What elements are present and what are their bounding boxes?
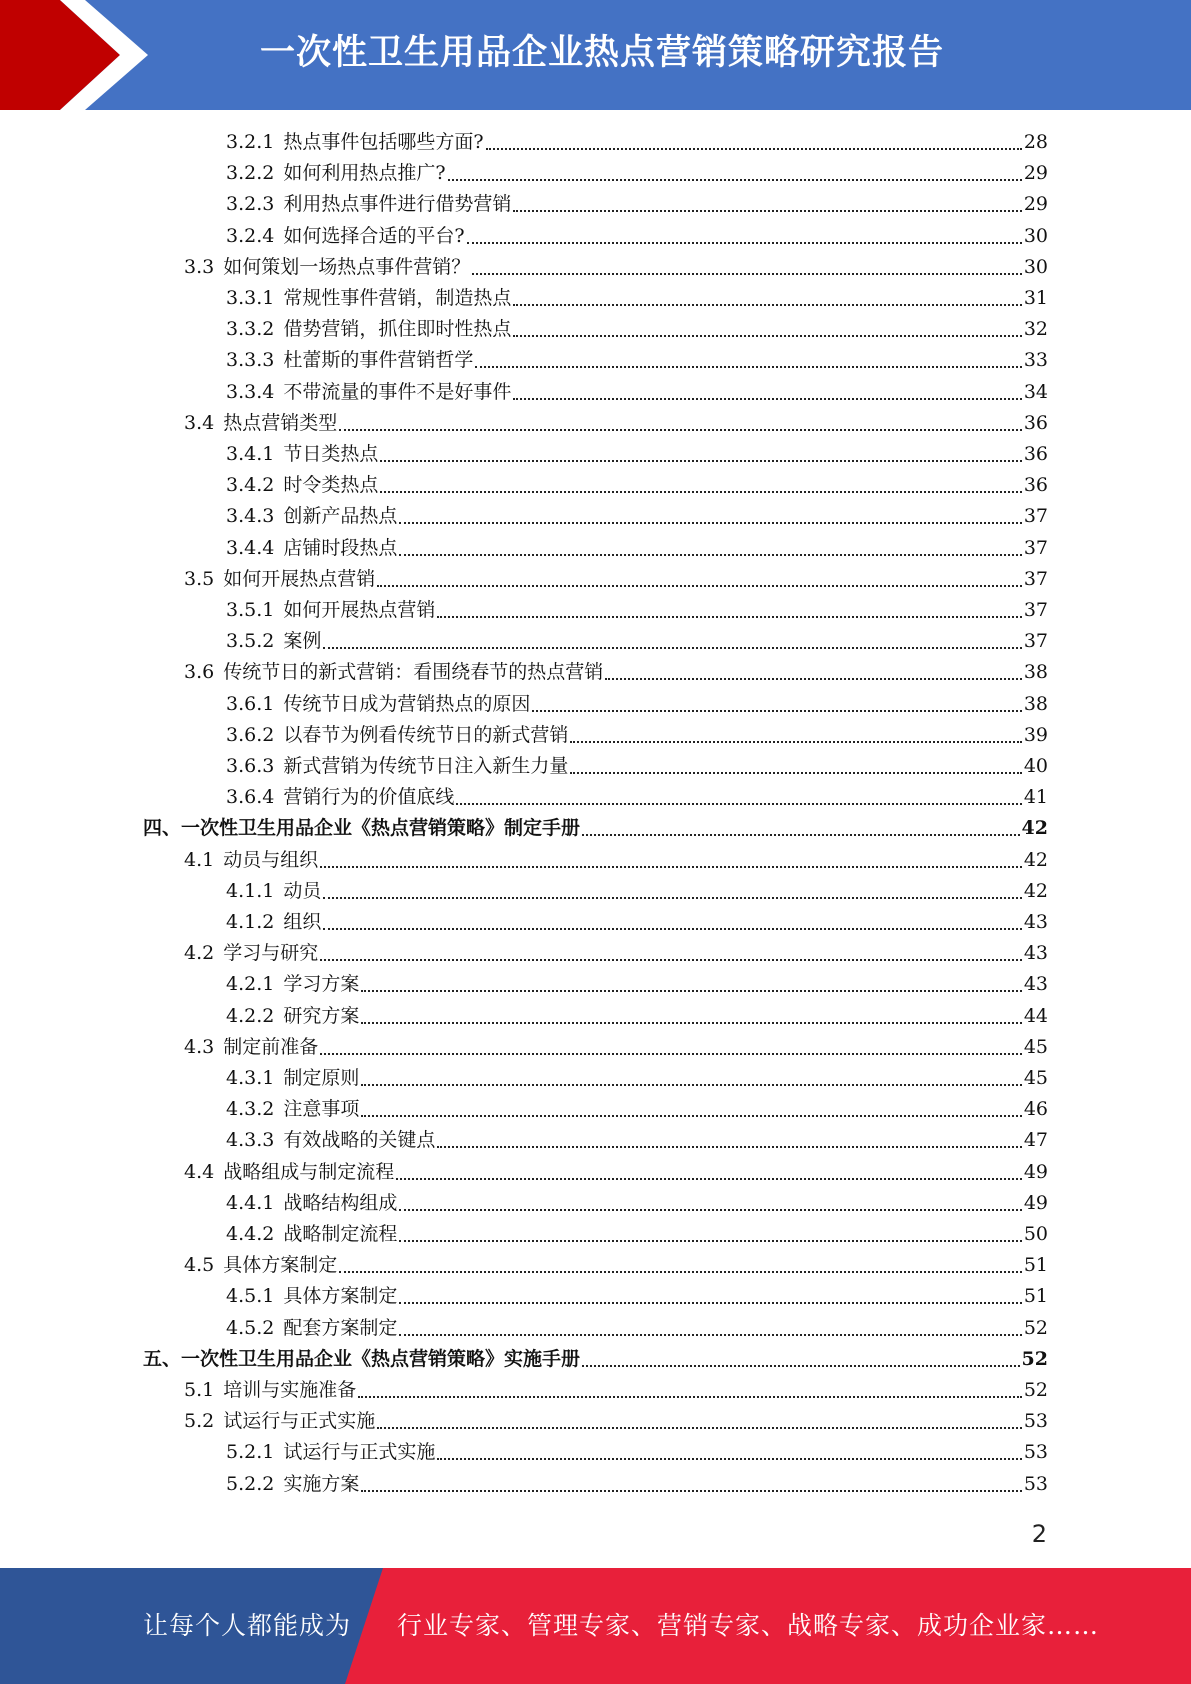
toc-entry-number: 4.3.1 — [226, 1067, 275, 1089]
toc-entry-page: 37 — [1023, 536, 1048, 559]
toc-dot-leader — [582, 834, 1020, 836]
toc-entry-title: 如何策划一场热点事件营销？ — [223, 255, 471, 278]
toc-entry-page: 45 — [1023, 1035, 1048, 1058]
toc-entry-title: 利用热点事件进行借势营销 — [283, 193, 512, 216]
toc-entry[interactable] — [143, 813, 1048, 844]
toc-entry-title: 节日类热点 — [283, 443, 379, 465]
toc-entry[interactable] — [226, 1219, 1048, 1250]
footer-slogan-left: 让每个人都能成为 — [143, 1611, 352, 1640]
toc-dot-leader — [570, 772, 1021, 774]
toc-entry[interactable] — [226, 127, 1048, 158]
toc-entry-number: 4.4.2 — [226, 1223, 275, 1245]
toc-entry-page: 31 — [1023, 287, 1048, 309]
toc-dot-leader — [399, 1302, 1021, 1304]
toc-entry-number: 3.2.1 — [226, 131, 275, 153]
toc-dot-leader — [532, 710, 1021, 712]
toc-entry-title: 动员 — [283, 879, 322, 902]
toc-entry-page: 36 — [1023, 474, 1048, 497]
toc-entry[interactable] — [184, 1250, 1048, 1281]
toc-entry[interactable] — [226, 1469, 1048, 1500]
toc-dot-leader — [513, 335, 1021, 337]
toc-entry[interactable] — [226, 1437, 1048, 1468]
toc-entry-page: 45 — [1023, 1067, 1048, 1089]
toc-entry-title: 杜蕾斯的事件营销哲学 — [283, 349, 474, 372]
toc-entry[interactable] — [184, 657, 1048, 688]
toc-entry[interactable] — [226, 626, 1048, 657]
toc-entry-number: 4.3 — [184, 1035, 215, 1058]
toc-dot-leader — [448, 179, 1022, 181]
toc-dot-leader — [437, 616, 1021, 618]
toc-entry-number: 4.1.2 — [226, 911, 275, 933]
toc-entry[interactable] — [143, 1344, 1048, 1375]
toc-entry-title: 研究方案 — [283, 1004, 360, 1027]
toc-entry-number: 3.5 — [184, 567, 215, 590]
toc-entry-number: 4.3.2 — [226, 1098, 275, 1121]
toc-entry-page: 43 — [1023, 942, 1048, 965]
toc-dot-leader — [582, 1365, 1020, 1367]
toc-entry-number: 3.3.3 — [226, 349, 275, 372]
toc-entry-title: 如何选择合适的平台? — [283, 224, 465, 247]
toc-entry-page: 43 — [1023, 973, 1048, 996]
toc-entry[interactable] — [184, 1157, 1048, 1188]
toc-entry-title: 注意事项 — [283, 1098, 360, 1121]
toc-entry-number: 4.5.1 — [226, 1285, 275, 1308]
toc-dot-leader — [513, 210, 1021, 212]
toc-entry-page: 51 — [1023, 1254, 1048, 1277]
toc-entry-page: 49 — [1023, 1160, 1048, 1183]
toc-entry[interactable] — [184, 938, 1048, 969]
toc-dot-leader — [399, 1240, 1021, 1242]
toc-dot-leader — [456, 803, 1021, 805]
toc-entry-title: 以春节为例看传统节日的新式营销 — [283, 723, 569, 746]
toc-dot-leader — [399, 1209, 1021, 1211]
toc-dot-leader — [361, 1115, 1021, 1117]
toc-entry-title: 试运行与正式实施 — [223, 1410, 376, 1433]
toc-dot-leader — [513, 398, 1021, 400]
toc-entry-page: 53 — [1023, 1472, 1048, 1495]
toc-entry-title: 动员与组织 — [223, 848, 319, 871]
toc-entry[interactable] — [226, 189, 1048, 220]
toc-dot-leader — [320, 959, 1022, 961]
toc-entry[interactable] — [226, 377, 1048, 408]
toc-entry-number: 3.4 — [184, 411, 215, 434]
toc-entry-page: 30 — [1023, 224, 1048, 247]
toc-entry[interactable] — [226, 283, 1048, 314]
toc-entry-page: 29 — [1023, 162, 1048, 185]
toc-entry[interactable] — [226, 1094, 1048, 1125]
toc-entry[interactable] — [184, 845, 1048, 876]
toc-dot-leader — [399, 554, 1021, 556]
toc-entry-page: 42 — [1021, 817, 1048, 840]
toc-dot-leader — [377, 1427, 1022, 1429]
toc-entry-title: 时令类热点 — [283, 474, 379, 497]
toc-entry-title: 新式营销为传统节日注入新生力量 — [283, 755, 569, 777]
toc-dot-leader — [513, 304, 1021, 306]
toc-entry-page: 49 — [1023, 1191, 1048, 1214]
toc-entry-title: 学习与研究 — [223, 942, 319, 965]
toc-dot-leader — [339, 1271, 1022, 1273]
toc-entry-title: 试运行与正式实施 — [283, 1441, 436, 1464]
toc-entry-number: 5.1 — [184, 1379, 215, 1401]
toc-dot-leader — [320, 1053, 1022, 1055]
toc-entry-title: 配套方案制定 — [283, 1316, 398, 1339]
toc-entry-title: 营销行为的价值底线 — [283, 786, 455, 809]
toc-dot-leader — [320, 866, 1022, 868]
toc-entry[interactable] — [226, 470, 1048, 501]
toc-entry-title: 创新产品热点 — [283, 505, 398, 528]
toc-entry-number: 3.4.2 — [226, 474, 275, 497]
toc-entry-title: 一次性卫生用品企业《热点营销策略》制定手册 — [181, 817, 581, 840]
toc-entry-title: 店铺时段热点 — [283, 536, 398, 559]
toc-entry-page: 37 — [1023, 630, 1048, 653]
toc-entry-number: 3.5.1 — [226, 599, 275, 621]
toc-entry[interactable] — [184, 252, 1048, 283]
toc-entry-page: 38 — [1023, 661, 1048, 684]
toc-entry-title: 如何利用热点推广? — [283, 162, 446, 185]
toc-entry-number: 3.3.1 — [226, 287, 275, 309]
toc-entry-number: 3.3 — [184, 255, 215, 278]
page-number: 2 — [1031, 1520, 1047, 1548]
toc-entry-number: 4.1 — [184, 848, 215, 871]
toc-entry-title: 战略制定流程 — [283, 1223, 398, 1245]
toc-entry[interactable] — [226, 969, 1048, 1000]
toc-entry-title: 具体方案制定 — [223, 1254, 338, 1277]
toc-entry-number: 3.6.1 — [226, 692, 275, 715]
toc-entry-title: 组织 — [283, 911, 322, 933]
toc-entry-title: 战略结构组成 — [283, 1191, 398, 1214]
toc-entry[interactable] — [226, 1281, 1048, 1312]
toc-entry[interactable] — [226, 751, 1048, 782]
toc-entry-page: 41 — [1023, 786, 1048, 809]
toc-dot-leader — [361, 1084, 1021, 1086]
toc-entry-number: 4.2 — [184, 942, 215, 965]
toc-entry-title: 如何开展热点营销 — [283, 599, 436, 621]
toc-entry-page: 51 — [1023, 1285, 1048, 1308]
page-header — [0, 0, 1191, 110]
toc-entry[interactable] — [184, 1032, 1048, 1063]
toc-dot-leader — [486, 148, 1022, 150]
toc-entry-title: 如何开展热点营销 — [223, 567, 376, 590]
toc-entry-number: 3.6 — [184, 661, 215, 684]
toc-dot-leader — [467, 242, 1022, 244]
toc-entry-page: 43 — [1023, 911, 1048, 933]
toc-entry-number: 3.6.3 — [226, 755, 275, 777]
toc-entry-page: 52 — [1021, 1347, 1048, 1370]
toc-entry-number: 四、 — [143, 817, 182, 840]
toc-entry-title: 制定原则 — [283, 1067, 360, 1089]
toc-entry[interactable] — [226, 689, 1048, 720]
toc-entry-title: 制定前准备 — [223, 1035, 319, 1058]
footer-slogan-right: 行业专家、管理专家、营销专家、战略专家、成功企业家…… — [397, 1611, 1100, 1640]
toc-dot-leader — [377, 585, 1022, 587]
toc-entry-number: 5.2.2 — [226, 1472, 275, 1495]
toc-entry-page: 30 — [1023, 255, 1048, 278]
toc-entry-page: 53 — [1023, 1410, 1048, 1433]
toc-entry-number: 3.4.4 — [226, 536, 275, 559]
toc-entry-title: 热点营销类型 — [223, 411, 338, 434]
toc-entry[interactable] — [226, 876, 1048, 907]
toc-entry-page: 52 — [1023, 1379, 1048, 1401]
toc-dot-leader — [437, 1458, 1021, 1460]
toc-dot-leader — [380, 460, 1021, 462]
toc-entry-title: 有效战略的关键点 — [283, 1129, 436, 1152]
toc-entry-number: 5.2.1 — [226, 1441, 275, 1464]
toc-entry-page: 28 — [1023, 131, 1048, 153]
toc-entry-page: 52 — [1023, 1316, 1048, 1339]
toc-entry-page: 36 — [1023, 411, 1048, 434]
toc-entry-number: 4.5.2 — [226, 1316, 275, 1339]
toc-entry-number: 3.5.2 — [226, 630, 275, 653]
toc-entry[interactable] — [226, 1125, 1048, 1156]
toc-entry-number: 3.3.2 — [226, 318, 275, 341]
toc-dot-leader — [361, 1490, 1021, 1492]
toc-entry[interactable] — [226, 1001, 1048, 1032]
toc-dot-leader — [339, 429, 1022, 431]
toc-dot-leader — [475, 366, 1021, 368]
toc-dot-leader — [361, 1022, 1021, 1024]
toc-entry-title: 不带流量的事件不是好事件 — [283, 380, 512, 403]
toc-entry-number: 3.2.4 — [226, 224, 275, 247]
toc-entry-page: 42 — [1023, 848, 1048, 871]
toc-entry[interactable] — [226, 720, 1048, 751]
toc-entry-number: 4.3.3 — [226, 1129, 275, 1152]
toc-entry[interactable] — [184, 1406, 1048, 1437]
toc-entry-page: 37 — [1023, 567, 1048, 590]
toc-dot-leader — [323, 647, 1021, 649]
toc-entry-number: 4.2.1 — [226, 973, 275, 996]
toc-dot-leader — [323, 928, 1021, 930]
toc-entry-number: 4.1.1 — [226, 879, 275, 902]
toc-entry-page: 44 — [1023, 1004, 1048, 1027]
report-title: 一次性卫生用品企业热点营销策略研究报告 — [260, 33, 945, 73]
toc-dot-leader — [570, 741, 1021, 743]
page-footer — [0, 1568, 1191, 1684]
toc-entry-page: 53 — [1023, 1441, 1048, 1464]
toc-entry-title: 培训与实施准备 — [223, 1379, 357, 1401]
toc-entry-page: 40 — [1023, 755, 1048, 777]
toc-entry-page: 32 — [1023, 318, 1048, 341]
toc-entry-number: 3.4.3 — [226, 505, 275, 528]
toc-entry[interactable] — [226, 595, 1048, 626]
toc-entry-number: 4.5 — [184, 1254, 215, 1277]
toc-entry[interactable] — [226, 221, 1048, 252]
toc-entry[interactable] — [184, 564, 1048, 595]
toc-entry-number: 4.4.1 — [226, 1191, 275, 1214]
toc-entry[interactable] — [184, 408, 1048, 439]
toc-entry[interactable] — [226, 314, 1048, 345]
toc-dot-leader — [396, 1178, 1022, 1180]
toc-entry-page: 29 — [1023, 193, 1048, 216]
toc-entry-number: 5.2 — [184, 1410, 215, 1433]
toc-dot-leader — [323, 897, 1021, 899]
toc-dot-leader — [358, 1396, 1022, 1398]
toc-entry[interactable] — [226, 907, 1048, 938]
toc-entry[interactable] — [226, 782, 1048, 813]
toc-dot-leader — [472, 273, 1022, 275]
toc-dot-leader — [437, 1146, 1021, 1148]
toc-entry-title: 传统节日的新式营销：看围绕春节的热点营销 — [223, 661, 604, 684]
toc-dot-leader — [399, 1334, 1021, 1336]
toc-entry-number: 3.6.2 — [226, 723, 275, 746]
toc-entry-title: 传统节日成为营销热点的原因 — [283, 692, 531, 715]
toc-dot-leader — [605, 678, 1022, 680]
toc-entry-title: 战略组成与制定流程 — [223, 1160, 395, 1183]
toc-entry-number: 3.2.2 — [226, 162, 275, 185]
toc-entry[interactable] — [226, 533, 1048, 564]
toc-entry-page: 39 — [1023, 723, 1048, 746]
toc-entry-page: 46 — [1023, 1098, 1048, 1121]
toc-entry-number: 五、 — [143, 1347, 182, 1370]
toc-entry-page: 37 — [1023, 505, 1048, 528]
toc-entry-number: 3.4.1 — [226, 443, 275, 465]
toc-entry-page: 47 — [1023, 1129, 1048, 1152]
toc-entry-number: 4.4 — [184, 1160, 215, 1183]
toc-entry[interactable] — [226, 501, 1048, 532]
toc-entry-page: 34 — [1023, 380, 1048, 403]
toc-entry-title: 常规性事件营销，制造热点 — [283, 287, 512, 309]
toc-entry-page: 42 — [1023, 879, 1048, 902]
toc-entry-title: 一次性卫生用品企业《热点营销策略》实施手册 — [181, 1347, 581, 1370]
toc-entry-number: 3.6.4 — [226, 786, 275, 809]
toc-entry-page: 38 — [1023, 692, 1048, 715]
toc-entry-number: 3.2.3 — [226, 193, 275, 216]
toc-entry[interactable] — [184, 1375, 1048, 1406]
toc-dot-leader — [399, 522, 1021, 524]
toc-entry[interactable] — [226, 1313, 1048, 1344]
toc-entry[interactable] — [226, 1063, 1048, 1094]
toc-entry[interactable] — [226, 345, 1048, 376]
toc-entry-title: 热点事件包括哪些方面? — [283, 131, 484, 153]
toc-dot-leader — [361, 990, 1021, 992]
toc-entry[interactable] — [226, 158, 1048, 189]
toc-entry-title: 实施方案 — [283, 1472, 360, 1495]
toc-entry-title: 借势营销，抓住即时性热点 — [283, 318, 512, 341]
toc-entry-title: 案例 — [283, 630, 322, 653]
toc-entry[interactable] — [226, 1188, 1048, 1219]
toc-entry-page: 33 — [1023, 349, 1048, 372]
toc-entry-page: 50 — [1023, 1223, 1048, 1245]
toc-entry-title: 具体方案制定 — [283, 1285, 398, 1308]
toc-entry[interactable] — [226, 439, 1048, 470]
toc-entry-page: 36 — [1023, 443, 1048, 465]
toc-entry-number: 4.2.2 — [226, 1004, 275, 1027]
toc-entry-page: 37 — [1023, 599, 1048, 621]
toc-entry-number: 3.3.4 — [226, 380, 275, 403]
toc-entry-title: 学习方案 — [283, 973, 360, 996]
toc-dot-leader — [380, 491, 1021, 493]
